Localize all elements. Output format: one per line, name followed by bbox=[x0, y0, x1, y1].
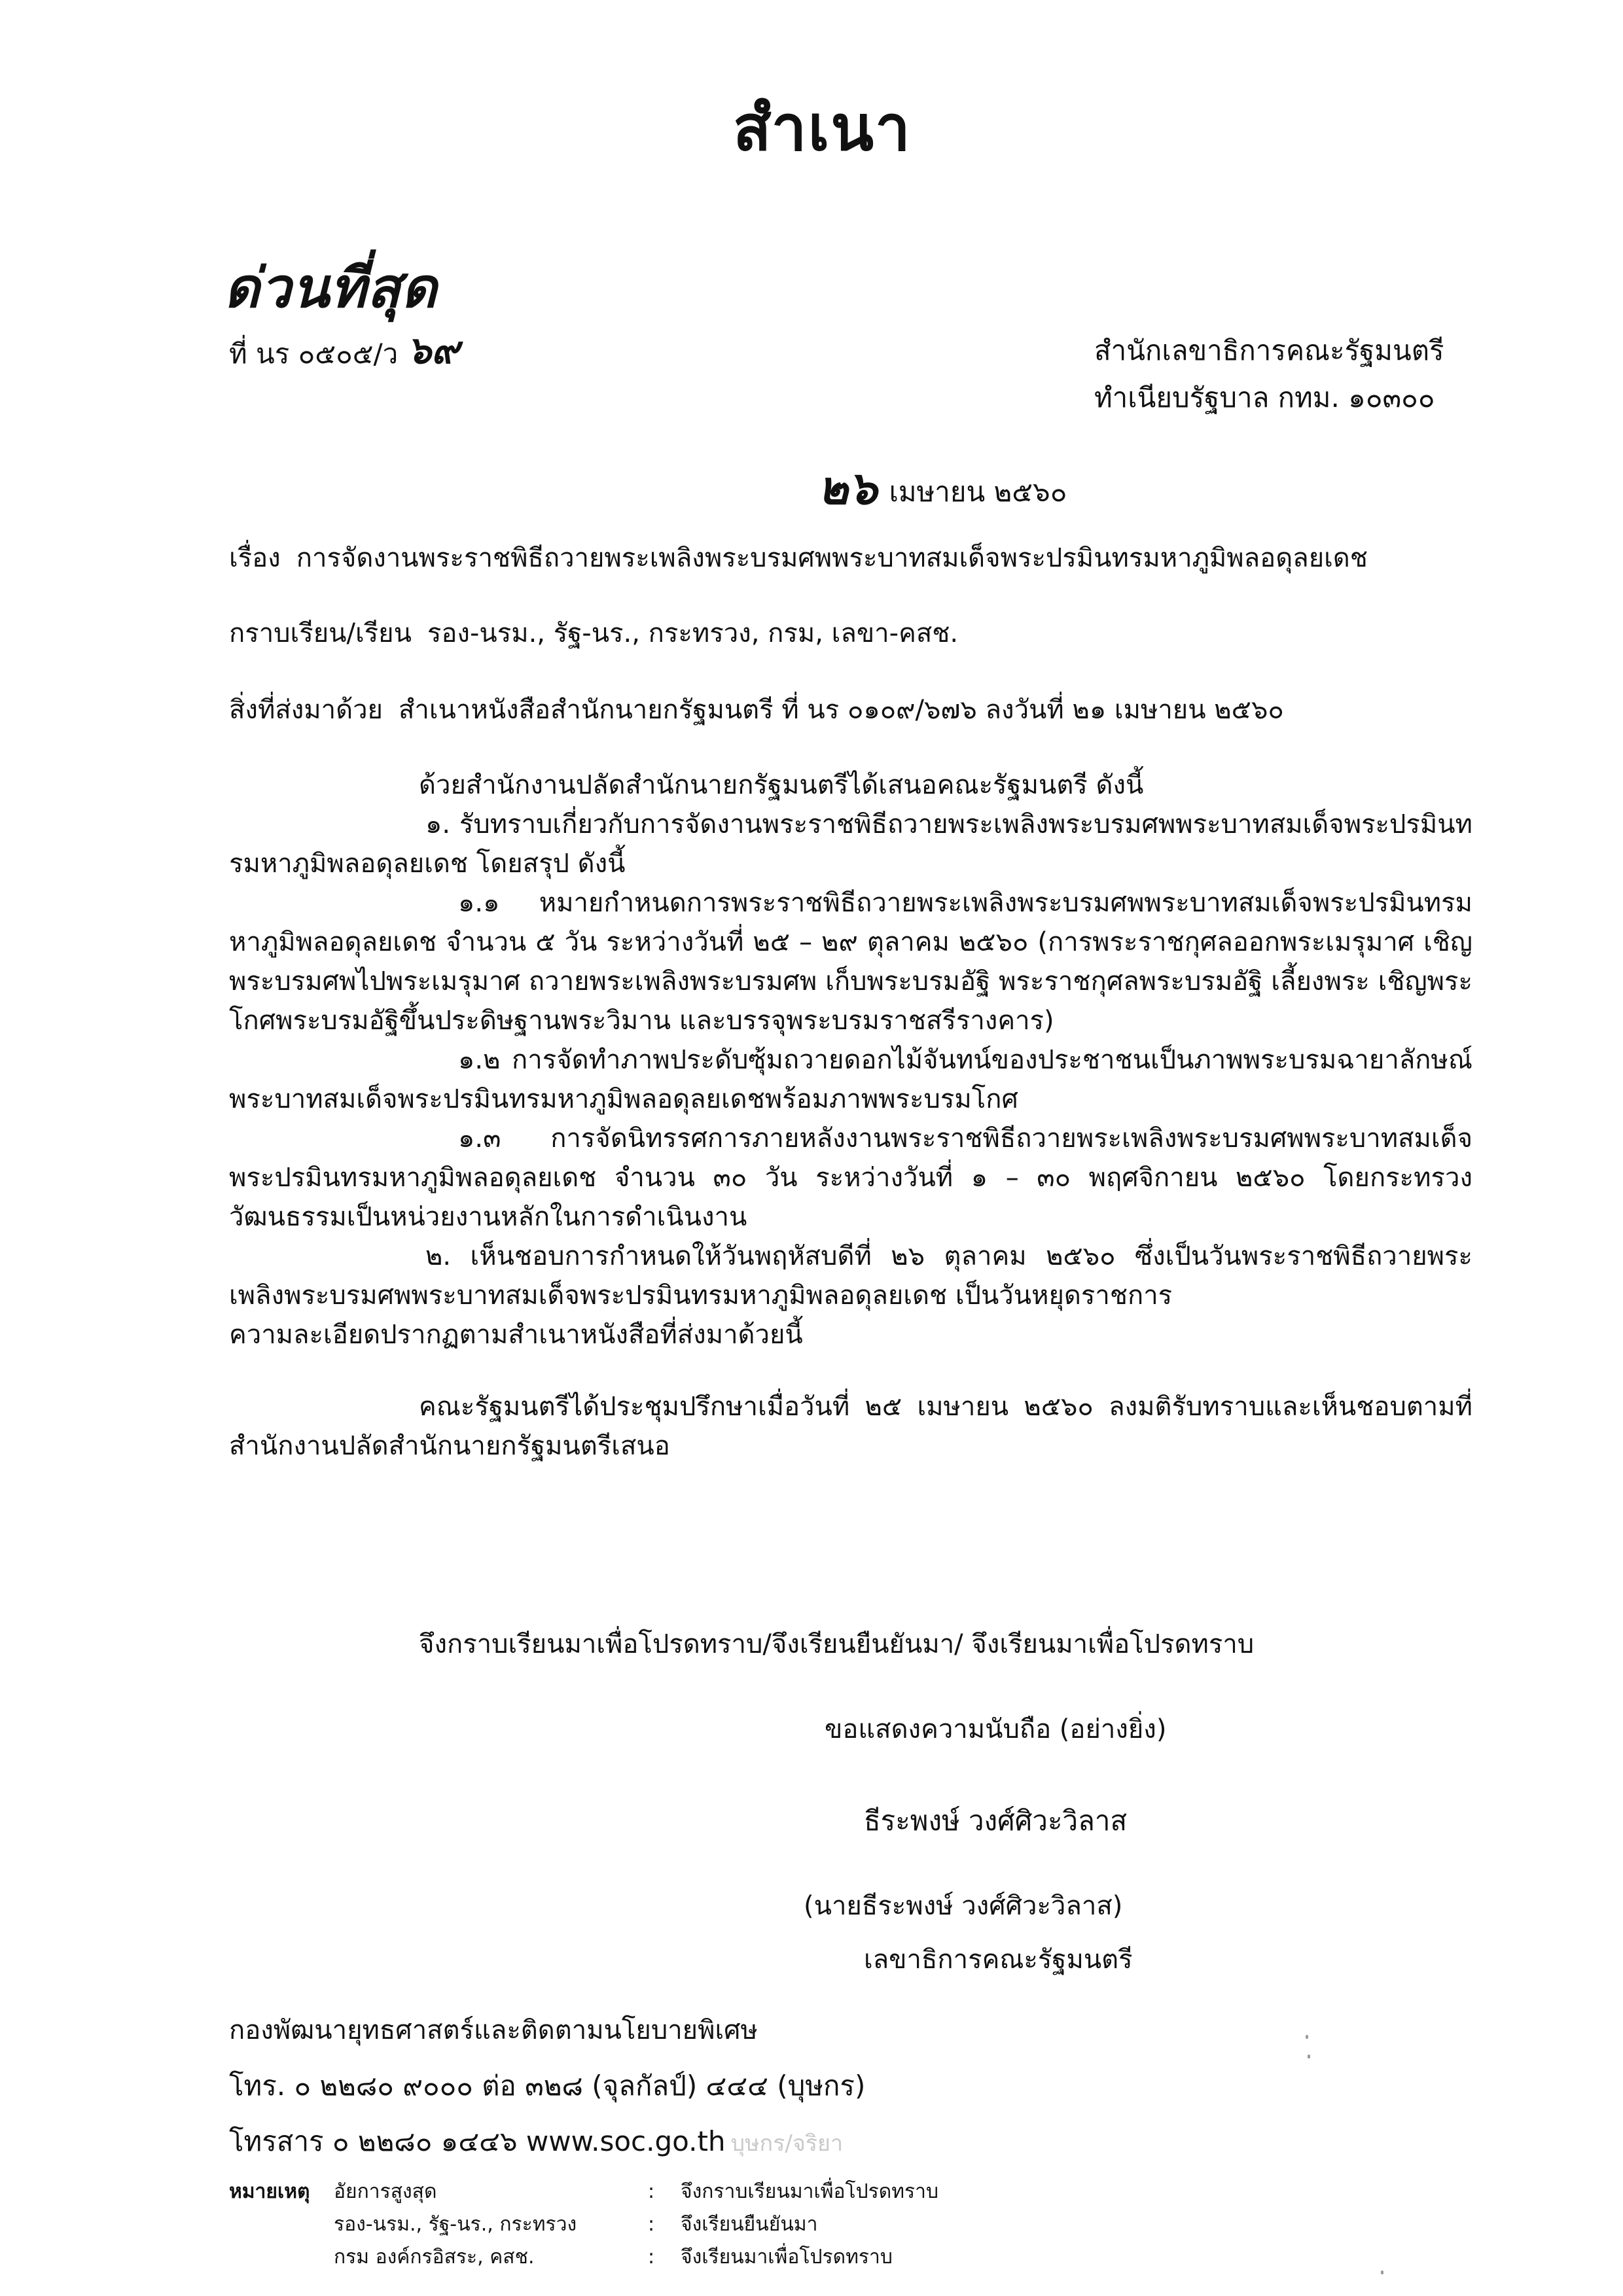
notes-row bbox=[229, 2241, 938, 2274]
notes-row bbox=[229, 2208, 938, 2241]
body-paragraphs bbox=[229, 766, 1472, 1466]
date-day-handwritten: ๒๖ bbox=[818, 461, 878, 515]
body-intro: ด้วยสำนักงานปลัดสำนักนายกรัฐมนตรีได้เสนอคณะรัฐมนตรี ดังนี้ bbox=[419, 770, 1144, 800]
recipient-text: รอง-นรม., รัฐ-นร., กระทรวง, กรม, เลขา-คสช. bbox=[427, 618, 959, 648]
enclosure-line bbox=[229, 688, 1479, 730]
scan-speck bbox=[1308, 2055, 1310, 2058]
enclosure-label: สิ่งที่ส่งมาด้วย bbox=[229, 695, 383, 725]
recipient-label: กราบเรียน/เรียน bbox=[229, 618, 412, 648]
scan-speck bbox=[1306, 2035, 1308, 2039]
recipient-line bbox=[229, 612, 1479, 654]
signer-title: เลขาธิการคณะรัฐมนตรี bbox=[864, 1945, 1133, 1975]
body-item-1-1: ๑.๑ หมายกำหนดการพระราชพิธีถวายพระเพลิงพระบรมศพพระบาทสมเด็จพระปรมินทรมหาภูมิพลอดุลยเดช จำนวน ๕ วัน ระหว่างวันที่ ๒๕ – ๒๙ ตุลาคม ๒๕๖๐ (การพระราชกุศลออกพระเมรุมาศ เชิญพระบรมศพไปพระเมรุมาศ ถวายพระเพลิงพระบรมศพ เก็บพระบรมอัฐิ พระราชกุศลพระบรมอัฐิ เลี้ยงพระ เชิญพระโกศพระบรมอัฐิขึ้นประดิษฐานพระวิมาน และบรรจุพระบรมราชสรีรางคาร) bbox=[229, 888, 1472, 1036]
office-address: ทำเนียบรัฐบาล กทม. ๑๐๓๐๐ bbox=[1094, 381, 1435, 414]
notes-recipient: อัยการสูงสุด bbox=[334, 2180, 437, 2203]
notes-action: จึงกราบเรียนมาเพื่อโปรดทราบ bbox=[681, 2180, 939, 2203]
body-item-1-3: ๑.๓ การจัดนิทรรศการภายหลังงานพระราชพิธีถวายพระเพลิงพระบรมศพพระบาทสมเด็จพระปรมินทรมหาภูมิพลอดุลยเดช จำนวน ๓๐ วัน ระหว่างวันที่ ๑ – ๓๐ พฤศจิกายน ๒๕๖๐ โดยกระทรวงวัฒนธรรมเป็นหน่วยงานหลักในการดำเนินงาน bbox=[229, 1123, 1472, 1232]
copy-title: สำเนา bbox=[733, 92, 912, 165]
body-item-1-2: ๑.๒ การจัดทำภาพประดับซุ้มถวายดอกไม้จันทน์ของประชาชนเป็นภาพพระบรมฉายาลักษณ์พระบาทสมเด็จพระปรมินทรมหาภูมิพลอดุลยเดชพร้อมภาพพระบรมโกศ bbox=[229, 1045, 1472, 1114]
body-item-2: ๒. เห็นชอบการกำหนดให้วันพฤหัสบดีที่ ๒๖ ตุลาคม ๒๕๖๐ ซึ่งเป็นวันพระราชพิธีถวายพระเพลิงพระบรมศพพระบาทสมเด็จพระปรมินทรมหาภูมิพลอดุลยเดช เป็นวันหยุดราชการ bbox=[229, 1241, 1472, 1311]
document-number bbox=[229, 319, 459, 380]
notes-recipient: รอง-นรม., รัฐ-นร., กระทรวง bbox=[334, 2213, 577, 2236]
notes-label: หมายเหตุ bbox=[229, 2180, 310, 2203]
scan-speck bbox=[1381, 2270, 1383, 2274]
document-number-prefix: ที่ นร ๐๕๐๕/ว bbox=[229, 338, 399, 370]
subject-text: การจัดงานพระราชพิธีถวายพระเพลิงพระบรมศพพระบาทสมเด็จพระปรมินทรมหาภูมิพลอดุลยเดช bbox=[296, 543, 1368, 573]
closing-line: จึงกราบเรียนมาเพื่อโปรดทราบ/จึงเรียนยืนยันมา/ จึงเรียนมาเพื่อโปรดทราบ bbox=[419, 1629, 1255, 1659]
document-date bbox=[818, 451, 1067, 524]
notes-block bbox=[229, 2176, 938, 2274]
notes-table bbox=[229, 2176, 938, 2274]
body-details: ความละเอียดปรากฏตามสำเนาหนังสือที่ส่งมาด้วยนี้ bbox=[229, 1320, 803, 1350]
footer-telephone: โทร. ๐ ๒๒๘๐ ๙๐๐๐ ต่อ ๓๒๘ (จุลกัลป์) ๔๔๔ (บุษกร) bbox=[229, 2070, 866, 2102]
notes-action: จึงเรียนยืนยันมา bbox=[681, 2213, 818, 2236]
enclosure-text: สำเนาหนังสือสำนักนายกรัฐมนตรี ที่ นร ๐๑๐๙/๖๗๖ ลงวันที่ ๒๑ เมษายน ๒๕๖๐ bbox=[398, 695, 1284, 725]
notes-recipient: กรม องค์กรอิสระ, คสช. bbox=[334, 2246, 535, 2269]
footer-fax-faint: บุษกร/จริยา bbox=[730, 2130, 844, 2157]
footer-division: กองพัฒนายุทธศาสตร์และติดตามนโยบายพิเศษ bbox=[229, 2015, 758, 2045]
office-name: สำนักเลขาธิการคณะรัฐมนตรี bbox=[1094, 334, 1444, 366]
body-item-1: ๑. รับทราบเกี่ยวกับการจัดงานพระราชพิธีถวายพระเพลิงพระบรมศพพระบาทสมเด็จพระปรมินทรมหาภูมิพลอดุลยเดช โดยสรุป ดังนี้ bbox=[229, 809, 1472, 879]
footer-fax-text: โทรสาร ๐ ๒๒๘๐ ๑๔๔๖ www.soc.go.th bbox=[229, 2125, 726, 2157]
subject-line bbox=[229, 537, 1479, 578]
footer-fax bbox=[229, 2120, 843, 2163]
signer-name: (นายธีระพงษ์ วงศ์ศิวะวิลาส) bbox=[804, 1891, 1123, 1921]
notes-colon: : bbox=[648, 2180, 655, 2203]
urgency-stamp: ด่วนที่สุด bbox=[224, 255, 438, 320]
date-month-year: เมษายน ๒๕๖๐ bbox=[889, 476, 1067, 508]
notes-action: จึงเรียนมาเพื่อโปรดทราบ bbox=[681, 2246, 893, 2269]
issuing-office bbox=[1094, 327, 1444, 421]
notes-colon: : bbox=[648, 2246, 655, 2269]
signature: ธีระพงษ์ วงศ์ศิวะวิลาส bbox=[864, 1805, 1128, 1837]
notes-row bbox=[229, 2176, 938, 2208]
document-number-handwritten: ๖๙ bbox=[407, 328, 459, 372]
body-resolution: คณะรัฐมนตรีได้ประชุมปรึกษาเมื่อวันที่ ๒๕ เมษายน ๒๕๖๐ ลงมติรับทราบและเห็นชอบตามที่สำนักงานปลัดสำนักนายกรัฐมนตรีเสนอ bbox=[229, 1392, 1472, 1461]
notes-colon: : bbox=[648, 2213, 655, 2236]
subject-label: เรื่อง bbox=[229, 543, 281, 573]
regards-line: ขอแสดงความนับถือ (อย่างยิ่ง) bbox=[825, 1714, 1167, 1744]
